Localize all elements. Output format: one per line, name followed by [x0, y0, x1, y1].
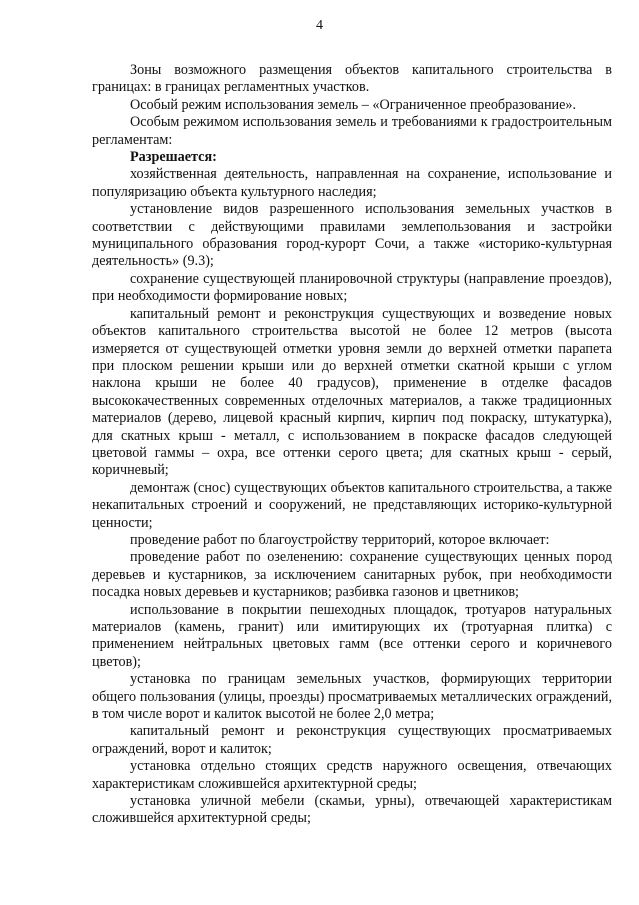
paragraph-requirements-intro: Особым режимом использования земель и требованиями к градостроительным регламентам:	[92, 114, 612, 148]
document-body	[92, 62, 612, 828]
list-item: капитальный ремонт и реконструкция существующих просматриваемых ограждений, ворот и калиток;	[92, 723, 612, 757]
list-item: хозяйственная деятельность, направленная на сохранение, использование и популяризацию объекта культурного наследия;	[92, 166, 612, 200]
list-item: установка уличной мебели (скамьи, урны), отвечающей характеристикам сложившейся архитектурной среды;	[92, 793, 612, 827]
list-item: использование в покрытии пешеходных площадок, тротуаров натуральных материалов (камень, гранит) или имитирующих их (тротуарная плитка) с применением нейтральных цветовых гамм (все оттенки серого и коричневого цветов);	[92, 601, 612, 670]
list-item: демонтаж (снос) существующих объектов капитального строительства, а также некапитальных строений и сооружений, не представляющих историко-культурной ценности;	[92, 479, 612, 531]
section-heading-allowed: Разрешается:	[130, 149, 217, 166]
list-item: сохранение существующей планировочной структуры (направление проездов), при необходимости формирование новых;	[92, 270, 612, 305]
list-item: проведение работ по озеленению: сохранение существующих ценных пород деревьев и кустарников, за исключением санитарных рубок, при необходимости посадка новых деревьев и кустарников; разбивка газонов и цветников;	[92, 549, 612, 601]
list-item: капитальный ремонт и реконструкция существующих и возведение новых объектов капитального строительства высотой не более 12 метров (высота измеряется от существующей отметки уровня земли до верхней отметки парапета при плоском решении крыши или до верхней отметки скатной крыши с углом наклона крыши не более 40 градусов), применение в отделке фасадов высококачественных современных отделочных материалов, а также традиционных материалов (дерево, лицевой красный кирпич, кирпич под покраску, штукатурка), для скатных крыш - металл, с использованием в покраске фасадов следующей цветовой гаммы – охра, все оттенки серого цвета; для скатных крыш - серый, коричневый;	[92, 305, 612, 479]
paragraph-zones: Зоны возможного размещения объектов капитального строительства в границах: в границах регламентных участков.	[92, 62, 612, 96]
list-item: установление видов разрешенного использования земельных участков в соответствии с действующими правилами землепользования и застройки муниципального образования город-курорт Сочи, а также «историко-культурная деятельность» (9.3);	[92, 201, 612, 270]
list-item: установка отдельно стоящих средств наружного освещения, отвечающих характеристикам сложившейся архитектурной среды;	[92, 758, 612, 792]
page-number: 4	[316, 18, 323, 33]
paragraph-special-regime: Особый режим использования земель – «Ограниченное преобразование».	[130, 96, 577, 113]
list-item: установка по границам земельных участков, формирующих территории общего пользования (улицы, проезды) просматриваемых металлических ограждений, в том числе ворот и калиток высотой не более 2,0 метра;	[92, 671, 612, 723]
list-item: проведение работ по благоустройству территорий, которое включает:	[130, 531, 550, 548]
